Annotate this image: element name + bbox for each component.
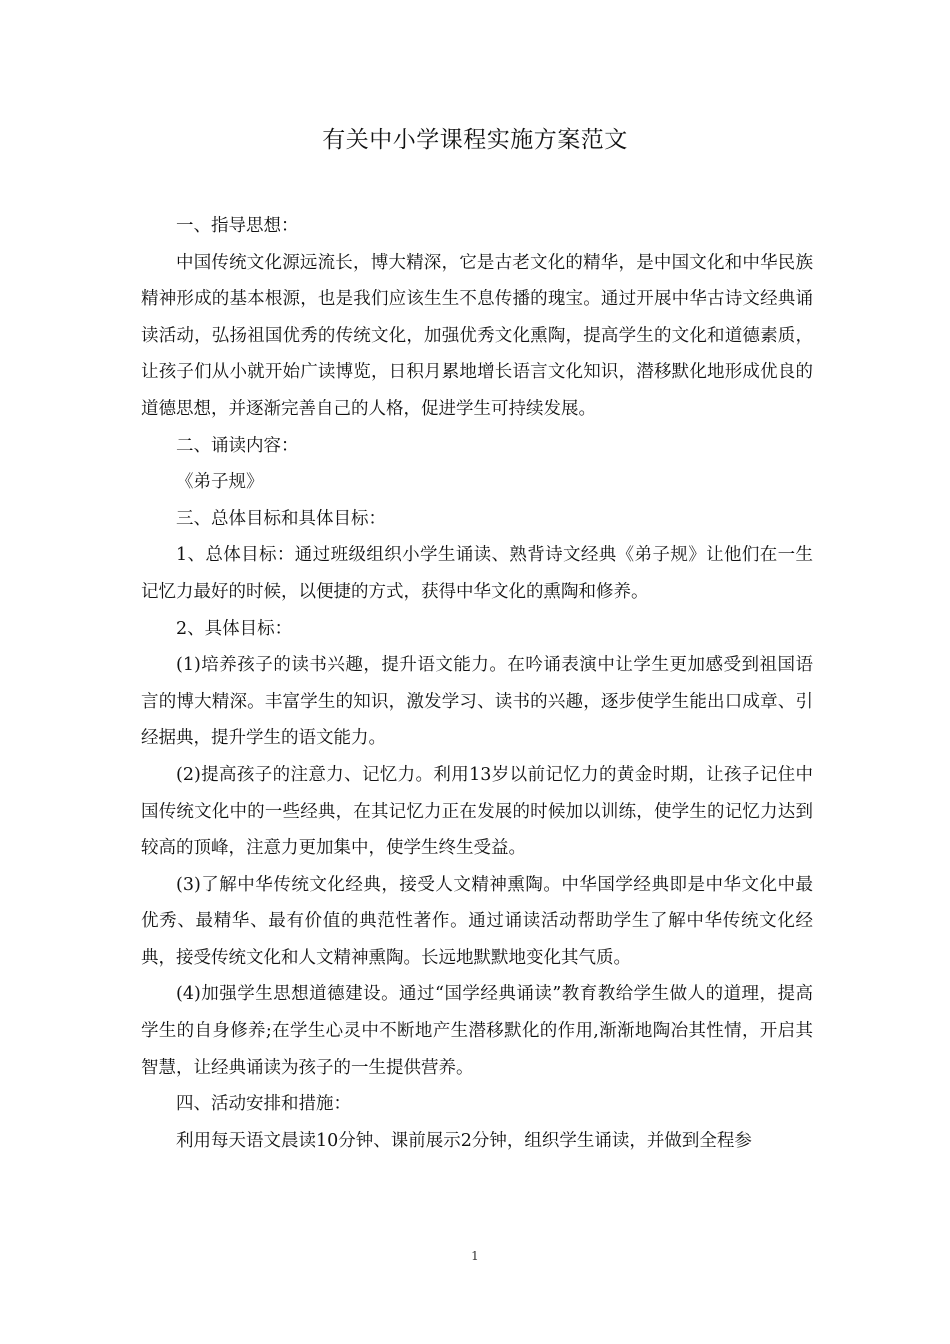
paragraph-goal-2: (2)提高孩子的注意力、记忆力。利用13岁以前记忆力的黄金时期，让孩子记住中国传统文化中的一些经典，在其记忆力正在发展的时候加以训练，使学生的记忆力达到较高的顶峰，注意力更加集中，使学生终生受益。	[141, 764, 813, 859]
paragraph-overall-goal: 1、总体目标：通过班级组织小学生诵读、熟背诗文经典《弟子规》让他们在一生记忆力最好的时候，以便捷的方式，获得中华文化的熏陶和修养。	[141, 545, 813, 602]
section-heading-goals: 三、总体目标和具体目标：	[176, 508, 386, 529]
section-heading-activities: 四、活动安排和措施：	[176, 1094, 351, 1115]
document-body	[141, 208, 813, 1159]
subheading-specific-goals: 2、具体目标：	[176, 618, 293, 639]
section-heading-reading-content: 二、诵读内容：	[176, 435, 299, 456]
paragraph-goal-4: (4)加强学生思想道德建设。通过“国学经典诵读”教育教给学生做人的道理，提高学生的自身修养;在学生心灵中不断地产生潜移默化的作用,渐渐地陶冶其性情，开启其智慧，让经典诵读为孩子的一生提供营养。	[141, 984, 813, 1078]
paragraph-guiding-ideology: 中国传统文化源远流长，博大精深，它是古老文化的精华，是中国文化和中华民族精神形成的基本根源，也是我们应该生生不息传播的瑰宝。通过开展中华古诗文经典诵读活动，弘扬祖国优秀的传统文化，加强优秀文化熏陶，提高学生的文化和道德素质，让孩子们从小就开始广读博览，日积月累地增长语言文化知识，潜移默化地形成优良的道德思想，并逐渐完善自己的人格，促进学生可持续发展。	[141, 252, 813, 419]
document-title: 有关中小学课程实施方案范文	[322, 127, 628, 153]
section-heading-guiding-ideology: 一、指导思想：	[176, 216, 299, 236]
paragraph-activities: 利用每天语文晨读10分钟、课前展示2分钟，组织学生诵读，并做到全程参	[176, 1130, 752, 1151]
paragraph-goal-3: (3)了解中华传统文化经典，接受人文精神熏陶。中华国学经典即是中华文化中最优秀、最精华、最有价值的典范性著作。通过诵读活动帮助学生了解中华传统文化经典，接受传统文化和人文精神熏陶。长远地默默地变化其气质。	[141, 874, 813, 968]
paragraph-reading-content: 《弟子规》	[176, 472, 264, 493]
paragraph-goal-1: (1)培养孩子的读书兴趣，提升语文能力。在吟诵表演中让学生更加感受到祖国语言的博大精深。丰富学生的知识，激发学习、读书的兴趣，逐步使学生能出口成章、引经据典，提升学生的语文能力。	[141, 655, 813, 749]
page-number: 1	[471, 1249, 479, 1263]
